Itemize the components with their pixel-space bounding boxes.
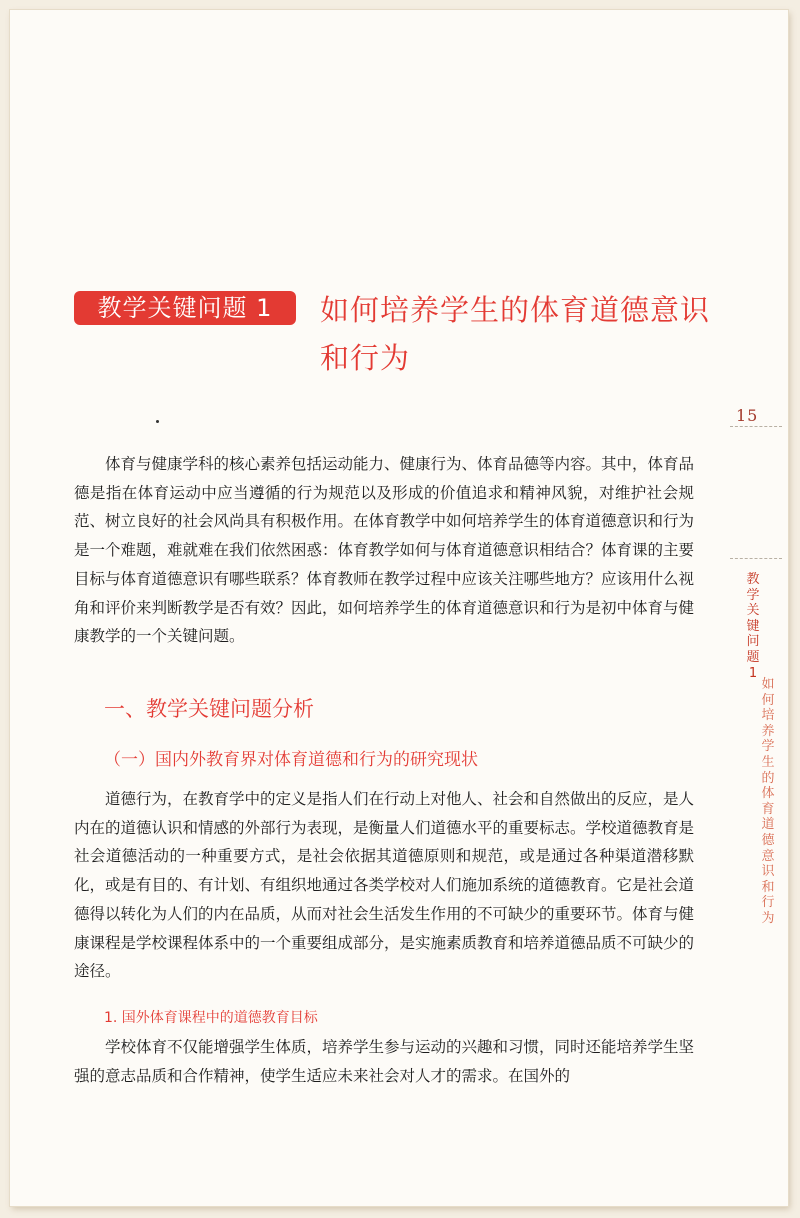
intro-paragraph: 体育与健康学科的核心素养包括运动能力、健康行为、体育品德等内容。其中，体育品德是指在体育运动中应当遵循的行为规范以及形成的价值追求和精神风貌，对维护社会规范、树立良好的社会风尚具有积极作用。在体育教学中如何培养学生的体育道德意识和行为是一个难题，难就难在我们依然困惑：体育教学如何与体育道德意识相结合？体育课的主要目标与体育道德意识有哪些联系？体育教师在教学过程中应该关注哪些地方？应该用什么视角和评价来判断教学是否有效？因此，如何培养学生的体育道德意识和行为是初中体育与健康教学的一个关键问题。 <box>74 455 695 646</box>
section-badge: 教学关键问题 1 <box>74 291 296 325</box>
body-paragraph: 学校体育不仅能增强学生体质，培养学生参与运动的兴趣和习惯，同时还能培养学生坚强的意志品质和合作精神，使学生适应未来社会对人才的需求。在国外的 <box>74 1038 695 1085</box>
section-heading: 一、教学关键问题分析 <box>104 697 314 721</box>
page-title: 如何培养学生的体育道德意识和行为 <box>320 293 711 375</box>
side-tab-divider <box>730 558 782 559</box>
subsubsection-heading: 1. 国外体育课程中的道德教育目标 <box>104 1010 318 1026</box>
side-tab-label: 教学关键问题1 <box>746 572 760 681</box>
stray-dot <box>156 420 159 423</box>
body-paragraph: 道德行为，在教育学中的定义是指人们在行动上对他人、社会和自然做出的反应，是人内在的道德认识和情感的外部行为表现，是衡量人们道德水平的重要标志。学校道德教育是社会道德活动的一种重要方式，是社会依据其道德原则和规范，或是通过各种渠道潜移默化，或是有目的、有计划、有组织地通过各类学校对人们施加系统的道德教育。它是社会道德得以转化为人们的内在品质，从而对社会生活发生作用的不可缺少的重要环节。体育与健康课程是学校课程体系中的一个重要组成部分，是实施素质教育和培养道德品质不可缺少的途径。 <box>74 790 695 981</box>
page-number-divider <box>730 426 782 427</box>
subsection-heading: （一）国内外教育界对体育道德和行为的研究现状 <box>104 750 478 770</box>
side-tab-title: 如何培养学生的体育道德意识和行为 <box>761 677 775 926</box>
page-number: 15 <box>736 406 759 425</box>
book-page <box>10 10 788 1206</box>
